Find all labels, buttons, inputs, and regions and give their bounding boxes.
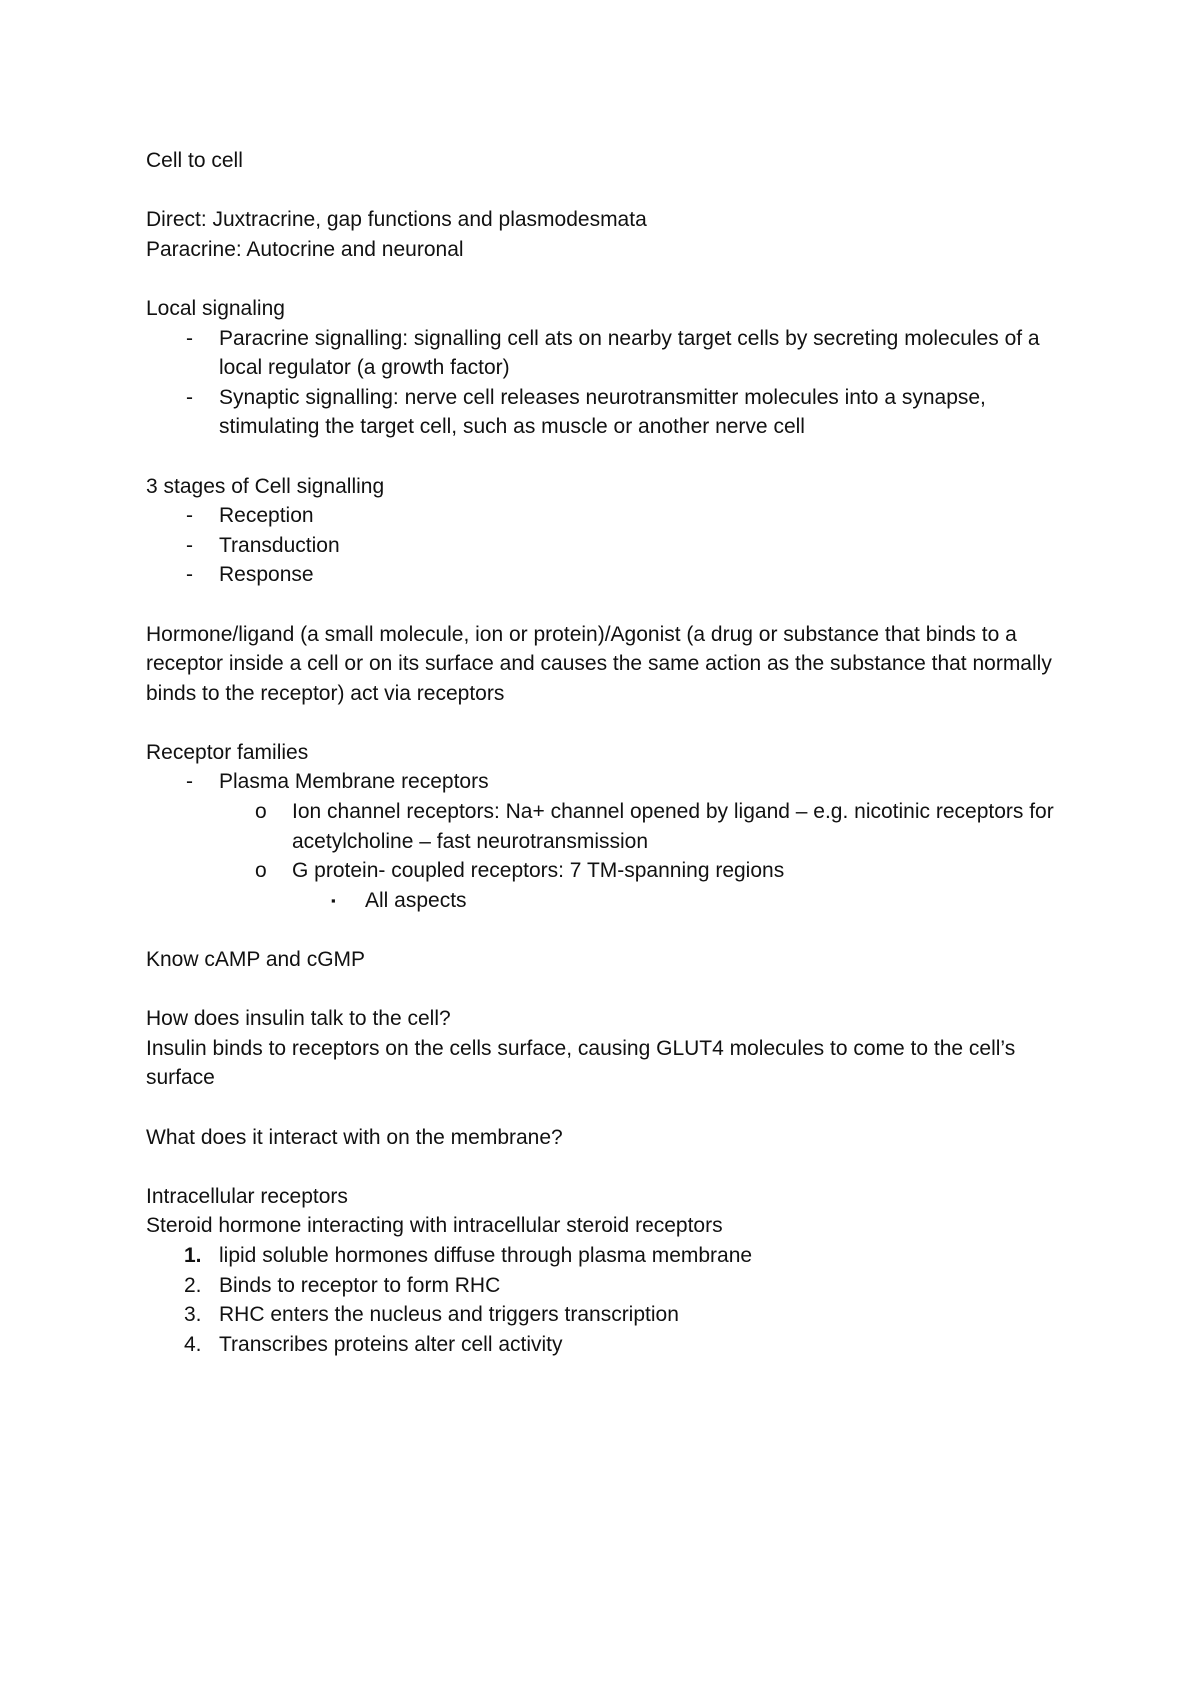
intracellular-heading: Intracellular receptors [146,1184,348,1208]
list-item-text: Transduction [219,533,340,557]
list-item-text: Reception [219,504,314,528]
dash-marker: - [186,770,193,794]
dash-marker: - [186,326,193,350]
dash-marker: - [186,563,193,587]
numbered-item [146,1241,1086,1271]
know-line: Know cAMP and cGMP [146,948,366,972]
doc-title: Cell to cell [146,149,243,172]
list-item [146,324,1086,383]
numbered-item-text: RHC enters the nucleus and triggers transcription [219,1303,679,1327]
numbered-item [146,1300,1086,1330]
paracrine-line: Paracrine: Autocrine and neuronal [146,237,464,261]
list-item-text: Response [219,563,314,587]
sub-list-item-text: Ion channel receptors: Na+ channel opened by ligand – e.g. nicotinic receptors for acetylcholine – fast neurotransmission [292,800,1054,853]
spacer [146,708,1086,738]
spacer [146,264,1086,294]
insulin-answer: Insulin binds to receptors on the cells surface, causing GLUT4 molecules to come to the cell’s surface [146,1036,1016,1090]
document-page [146,146,1086,1359]
numbered-item [146,1271,1086,1301]
spacer [146,1152,1086,1182]
list-item [146,531,1086,561]
intracellular-subheading: Steroid hormone interacting with intracellular steroid receptors [146,1214,723,1238]
list-item [146,767,1086,797]
number-marker: 3. [184,1303,202,1327]
sub-list-item [146,797,1086,856]
sub-sub-list-item-text: All aspects [365,888,467,912]
stages-heading: 3 stages of Cell signalling [146,474,385,498]
local-signaling-heading: Local signaling [146,296,285,320]
spacer [146,590,1086,620]
numbered-item-text: Binds to receptor to form RHC [219,1273,501,1297]
dash-marker: - [186,504,193,528]
numbered-item-text: lipid soluble hormones diffuse through plasma membrane [219,1243,753,1267]
circle-marker: o [255,800,267,824]
list-item-text: Plasma Membrane receptors [219,770,489,794]
spacer [146,176,1086,206]
square-bullet-icon: ▪ [331,892,336,908]
direct-line: Direct: Juxtracrine, gap functions and plasmodesmata [146,208,647,232]
sub-list-item-text: G protein- coupled receptors: 7 TM-spanning regions [292,859,785,883]
hormone-paragraph: Hormone/ligand (a small molecule, ion or protein)/Agonist (a drug or substance that binds to a receptor inside a cell or on its surface and causes the same action as the substance that normally binds to the receptor) act via receptors [146,622,1052,705]
spacer [146,442,1086,472]
number-marker: 4. [184,1332,202,1356]
spacer [146,915,1086,945]
numbered-item-text: Transcribes proteins alter cell activity [219,1332,563,1356]
sub-list-item [146,856,1086,886]
insulin-question: How does insulin talk to the cell? [146,1007,451,1031]
receptor-families-heading: Receptor families [146,740,309,764]
sub-sub-list-item [146,886,1086,916]
spacer [146,975,1086,1005]
number-marker: 1. [184,1243,202,1267]
number-marker: 2. [184,1273,202,1297]
list-item [146,383,1086,442]
dash-marker: - [186,385,193,409]
spacer [146,1093,1086,1123]
membrane-question: What does it interact with on the membrane? [146,1125,563,1149]
list-item [146,501,1086,531]
dash-marker: - [186,533,193,557]
list-item-text: Paracrine signalling: signalling cell ats on nearby target cells by secreting molecules of a local regulator (a growth factor) [219,326,1040,380]
list-item-text: Synaptic signalling: nerve cell releases neurotransmitter molecules into a synapse, stimulating the target cell, such as muscle or another nerve cell [219,385,986,439]
list-item [146,560,1086,590]
circle-marker: o [255,859,267,883]
numbered-item [146,1330,1086,1360]
